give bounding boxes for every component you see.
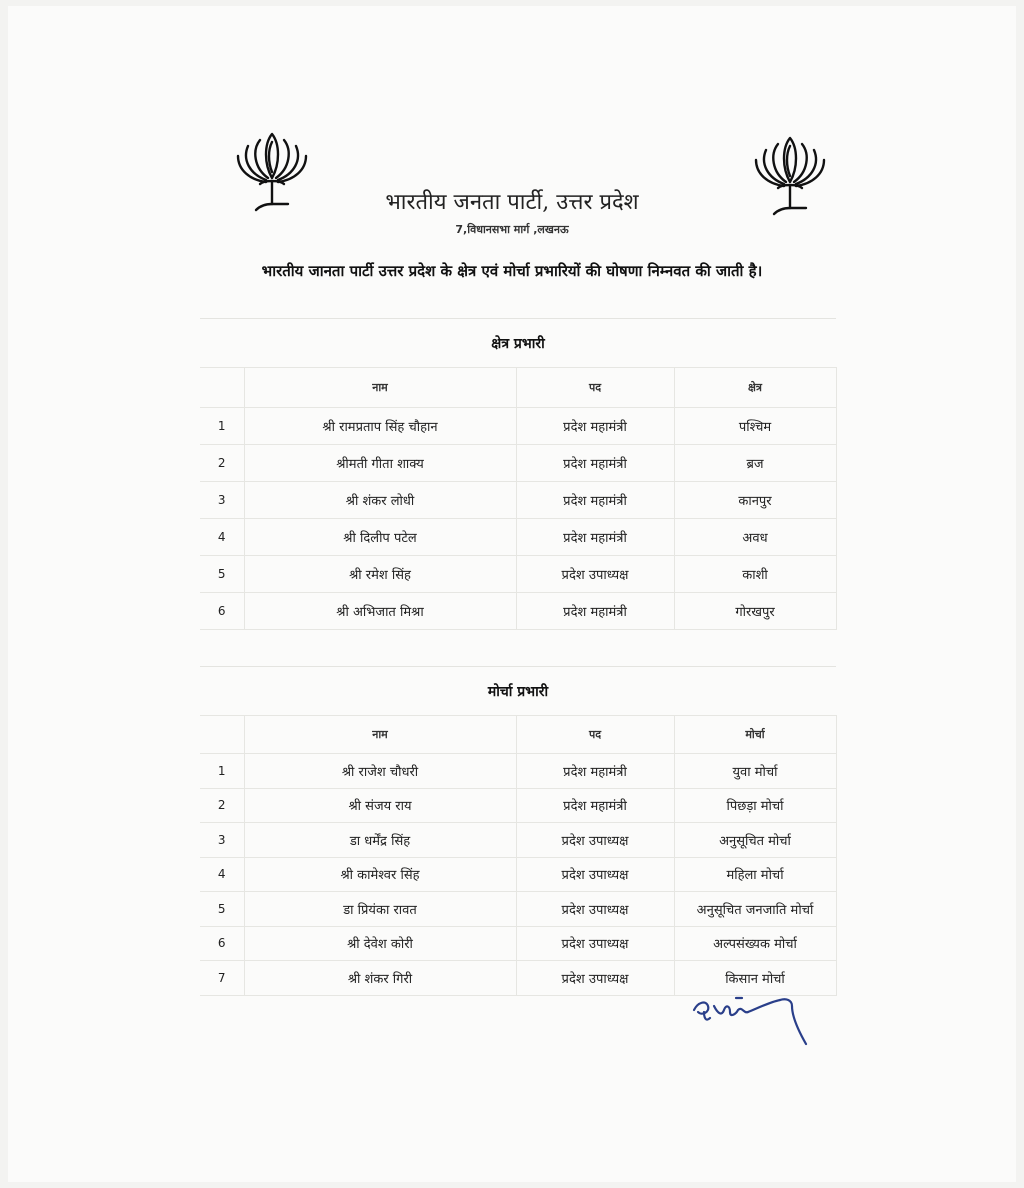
kshetra-prabhari-table [200, 367, 837, 630]
person-post: प्रदेश उपाध्यक्ष [516, 926, 674, 961]
kshetra-prabhari-section [200, 318, 836, 630]
person-post: प्रदेश महामंत्री [516, 445, 674, 482]
column-header-post: पद [516, 716, 674, 754]
serial-header [200, 716, 244, 754]
table-row [200, 754, 836, 789]
person-post: प्रदेश उपाध्यक्ष [516, 823, 674, 858]
table-row [200, 788, 836, 823]
morcha-prabhari-table [200, 715, 837, 996]
table-row [200, 857, 836, 892]
table-row [200, 482, 836, 519]
person-name: श्री अभिजात मिश्रा [244, 593, 516, 630]
person-post: प्रदेश महामंत्री [516, 482, 674, 519]
party-name: भारतीय जनता पार्टी, उत्तर प्रदेश [385, 190, 639, 215]
column-header-area: क्षेत्र [674, 368, 836, 408]
serial-number: 6 [200, 593, 244, 630]
person-post: प्रदेश उपाध्यक्ष [516, 556, 674, 593]
table-row [200, 892, 836, 927]
column-header-name: नाम [244, 716, 516, 754]
person-post: प्रदेश उपाध्यक्ष [516, 892, 674, 927]
serial-number: 6 [200, 926, 244, 961]
person-name: श्रीमती गीता शाक्य [244, 445, 516, 482]
serial-number: 1 [200, 754, 244, 789]
section-title: मोर्चा प्रभारी [200, 666, 836, 715]
serial-number: 2 [200, 445, 244, 482]
assigned-morcha: किसान मोर्चा [674, 961, 836, 996]
assigned-morcha: अनुसूचित जनजाति मोर्चा [674, 892, 836, 927]
person-post: प्रदेश महामंत्री [516, 754, 674, 789]
serial-number: 5 [200, 892, 244, 927]
person-name: डा प्रियंका रावत [244, 892, 516, 927]
table-row [200, 961, 836, 996]
serial-header [200, 368, 244, 408]
assigned-area: अवध [674, 519, 836, 556]
assigned-area: ब्रज [674, 445, 836, 482]
person-post: प्रदेश उपाध्यक्ष [516, 961, 674, 996]
announcement-heading: भारतीय जानता पार्टी उत्तर प्रदेश के क्षेत्र एवं मोर्चा प्रभारियों की घोषणा निम्नवत की जाती है। [261, 262, 763, 280]
person-name: श्री राजेश चौधरी [244, 754, 516, 789]
table-header-row [200, 716, 836, 754]
column-header-morcha: मोर्चा [674, 716, 836, 754]
morcha-prabhari-section [200, 666, 836, 996]
person-post: प्रदेश महामंत्री [516, 593, 674, 630]
table-header-row [200, 368, 836, 408]
person-post: प्रदेश महामंत्री [516, 788, 674, 823]
serial-number: 4 [200, 519, 244, 556]
serial-number: 3 [200, 823, 244, 858]
person-name: डा धर्मेंद्र सिंह [244, 823, 516, 858]
assigned-morcha: अनुसूचित मोर्चा [674, 823, 836, 858]
assigned-morcha: अल्पसंख्यक मोर्चा [674, 926, 836, 961]
table-row [200, 445, 836, 482]
person-post: प्रदेश महामंत्री [516, 519, 674, 556]
table-row [200, 823, 836, 858]
person-name: श्री संजय राय [244, 788, 516, 823]
table-row [200, 408, 836, 445]
person-name: श्री देवेश कोरी [244, 926, 516, 961]
table-row [200, 926, 836, 961]
serial-number: 1 [200, 408, 244, 445]
table-row [200, 519, 836, 556]
document-page [8, 6, 1016, 1182]
serial-number: 3 [200, 482, 244, 519]
serial-number: 4 [200, 857, 244, 892]
assigned-morcha: पिछड़ा मोर्चा [674, 788, 836, 823]
serial-number: 5 [200, 556, 244, 593]
person-post: प्रदेश महामंत्री [516, 408, 674, 445]
table-row [200, 556, 836, 593]
table-row [200, 593, 836, 630]
person-name: श्री रमेश सिंह [244, 556, 516, 593]
person-name: श्री कामेश्वर सिंह [244, 857, 516, 892]
assigned-morcha: महिला मोर्चा [674, 857, 836, 892]
assigned-area: काशी [674, 556, 836, 593]
person-name: श्री शंकर लोधी [244, 482, 516, 519]
serial-number: 7 [200, 961, 244, 996]
column-header-post: पद [516, 368, 674, 408]
serial-number: 2 [200, 788, 244, 823]
handwritten-signature [688, 992, 818, 1052]
column-header-name: नाम [244, 368, 516, 408]
assigned-area: पश्चिम [674, 408, 836, 445]
person-name: श्री शंकर गिरी [244, 961, 516, 996]
assigned-area: कानपुर [674, 482, 836, 519]
person-name: श्री रामप्रताप सिंह चौहान [244, 408, 516, 445]
section-title: क्षेत्र प्रभारी [200, 318, 836, 367]
party-address: 7,विधानसभा मार्ग ,लखनऊ [455, 223, 569, 236]
assigned-area: गोरखपुर [674, 593, 836, 630]
person-post: प्रदेश उपाध्यक्ष [516, 857, 674, 892]
person-name: श्री दिलीप पटेल [244, 519, 516, 556]
assigned-morcha: युवा मोर्चा [674, 754, 836, 789]
